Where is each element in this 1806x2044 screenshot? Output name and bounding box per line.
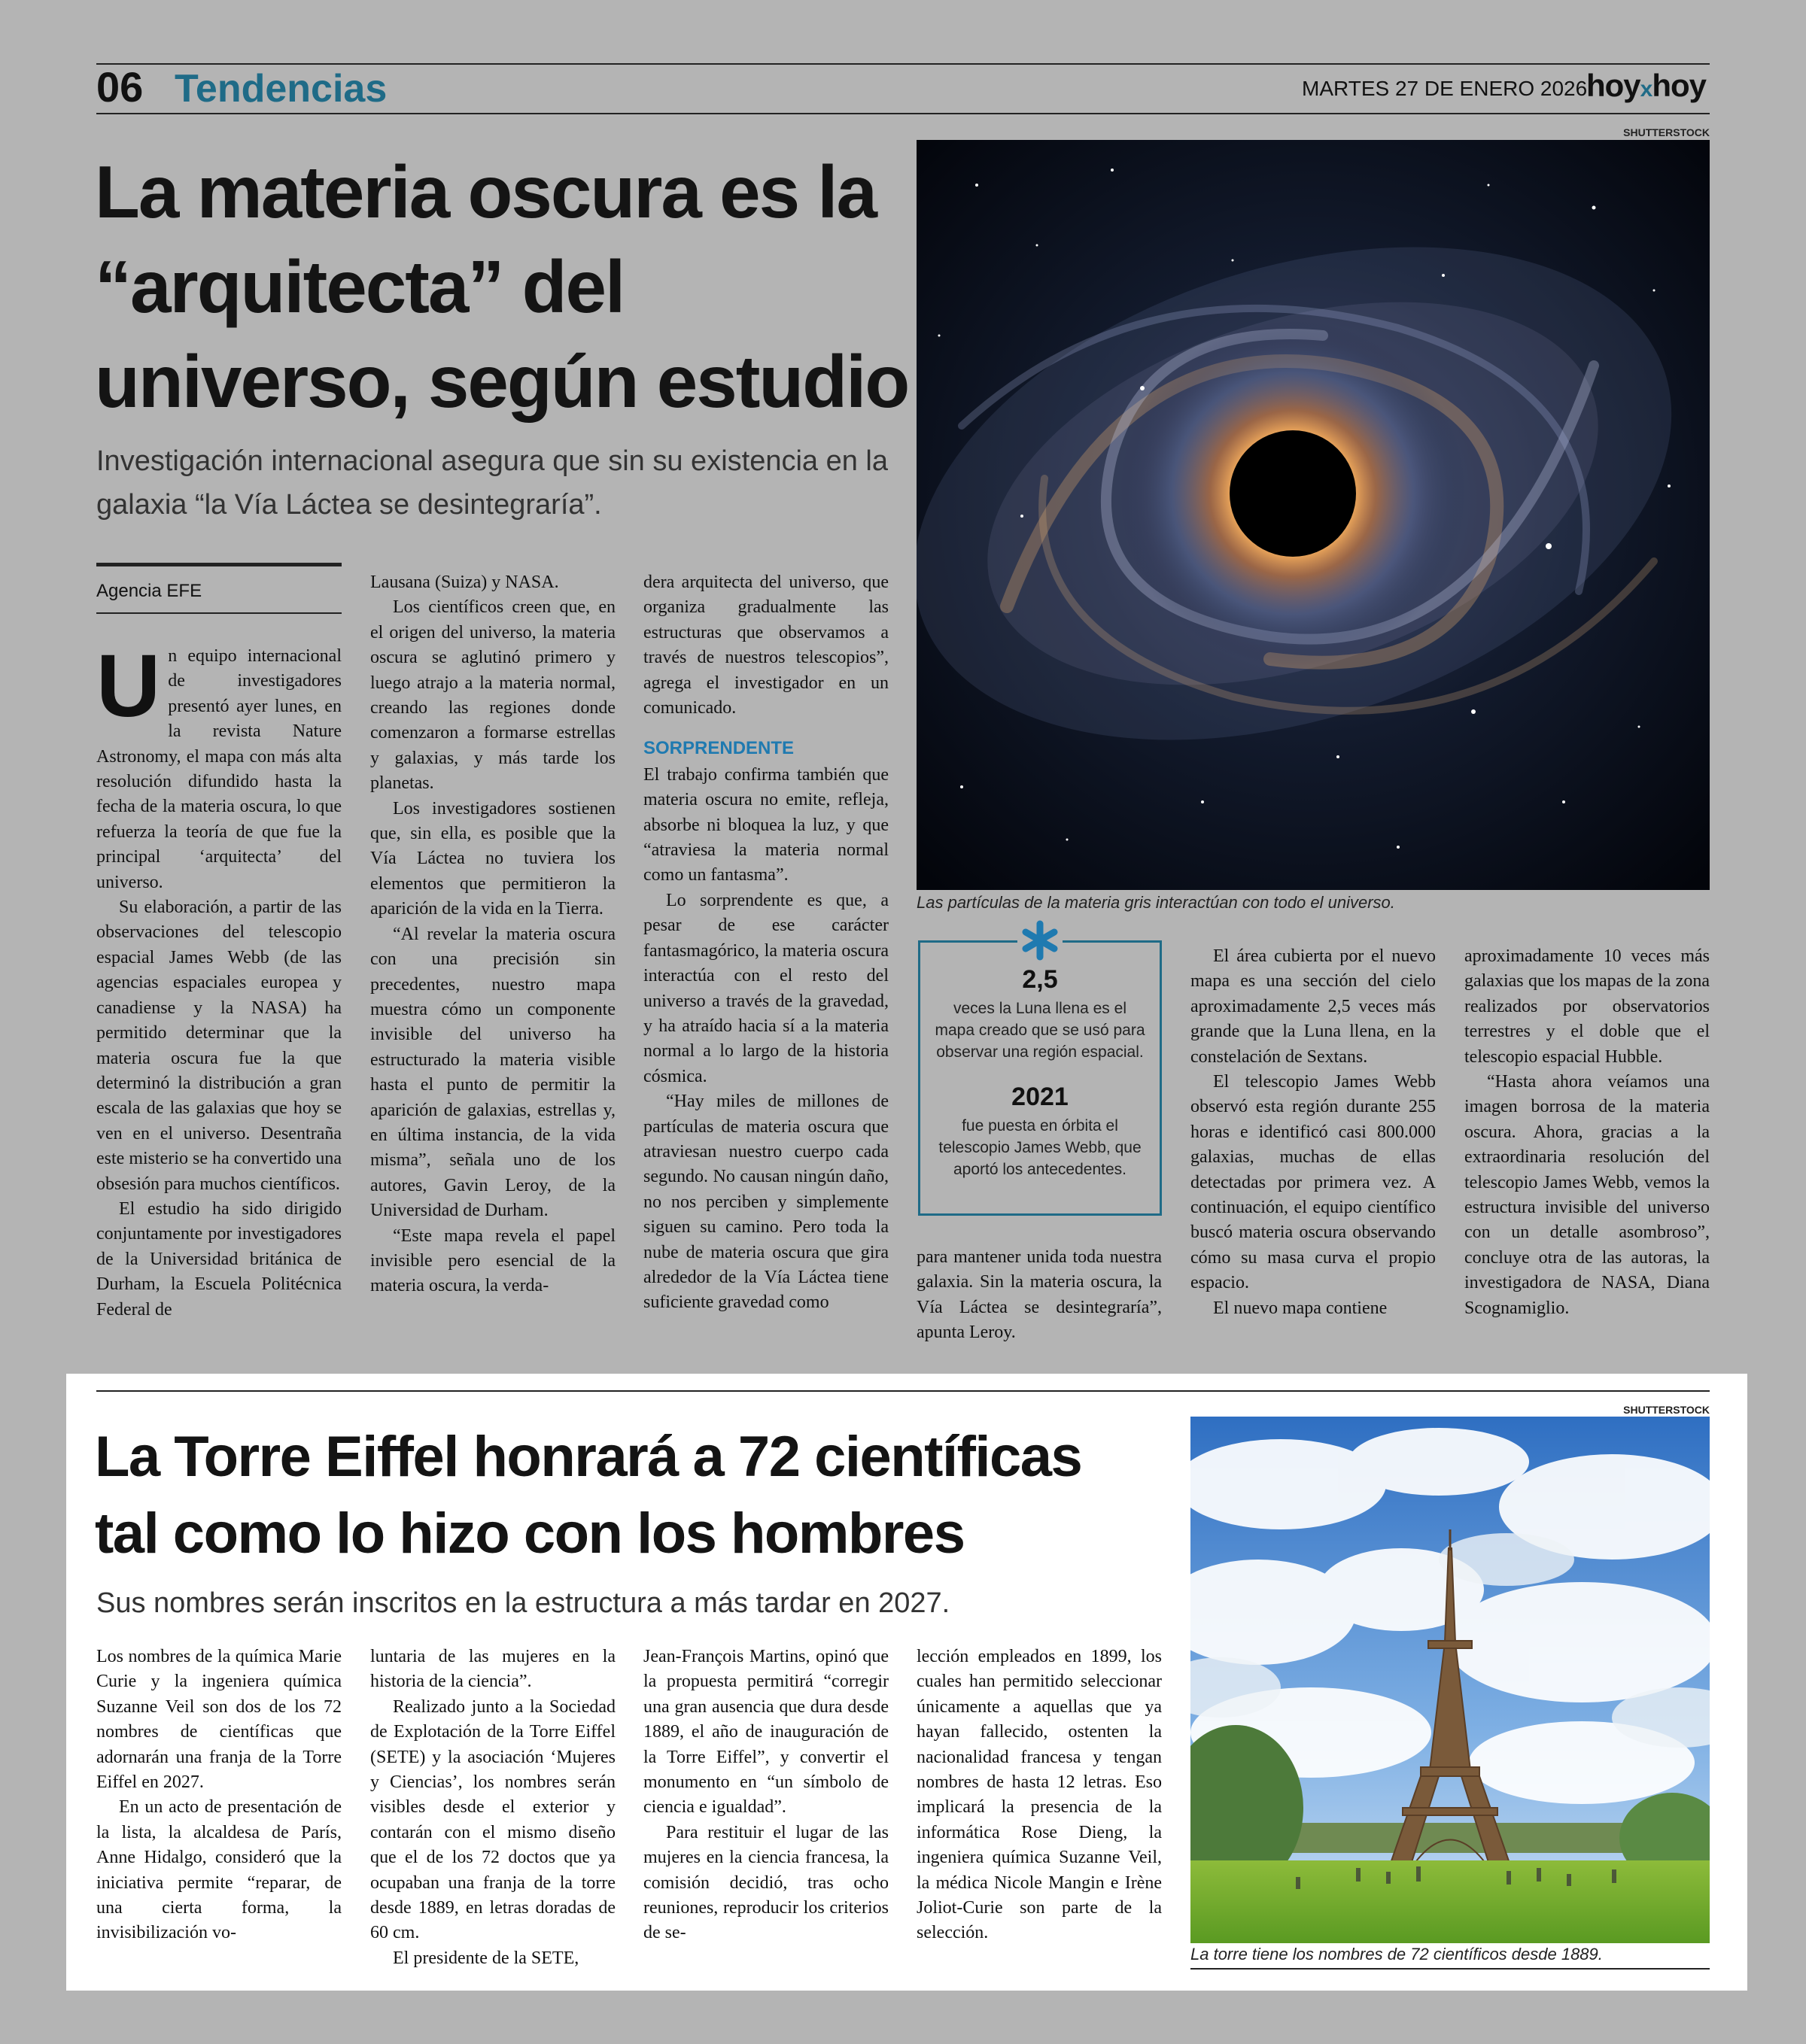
article2-headline-line2: tal como lo hizo con los hombres bbox=[95, 1502, 965, 1566]
article2-col1-para2: En un acto de presentación de la lista, la alcaldesa de París, Anne Hidalgo, consideró que la iniciativa permite “reparar, de una cierta forma, la invisibilización vo- bbox=[96, 1797, 342, 1943]
article2-col4-para1: lección empleados en 1899, los cuales han permitido seleccionar únicamente a aquellas que ya hayan fallecido, ostenten la nacionalidad francesa y tengan nombres de hasta 12 letras. Eso implicará la presencia de la informática Rose Dieng, la ingeniera química Suzanne Veil, la médica Nicole Mangin e Irène Joliot-Curie son parte de la selección. bbox=[917, 1647, 1162, 1943]
article1-dek bbox=[96, 439, 924, 527]
article1-col3-para1: dera arquitecta del universo, que organiza gradualmente las estructuras que observamos a través de nuestros telescopios”, agrega el investigador en un comunicado. bbox=[643, 573, 889, 718]
article2-col3-para2: Para restituir el lugar de las mujeres en la ciencia francesa, la comisión decidió, tras ocho reuniones, reproducir los criterios de se- bbox=[643, 1822, 889, 1943]
factbox-text-2: fue puesta en órbita el telescopio James Webb, que aportó los antecedentes. bbox=[938, 1117, 1142, 1178]
eiffel-tower-illustration bbox=[1190, 1417, 1710, 1943]
article2-caption-rule bbox=[1190, 1968, 1710, 1970]
article2-col2-para1: luntaria de las mujeres en la historia de la ciencia”. bbox=[370, 1647, 616, 1692]
black-hole-galaxy-image bbox=[917, 140, 1710, 890]
article1-col5-para2: El telescopio James Webb observó esta región durante 255 horas e identificó casi 800.000 galaxias, muchas de ellas detectadas por primera vez. A continuación, el equipo científico buscó materia oscura observando cómo su masa curva el propio espacio. bbox=[1190, 1072, 1436, 1293]
article2-headline-line1: La Torre Eiffel honrará a 72 científicas bbox=[95, 1425, 1082, 1489]
article1-col5-para1: El área cubierta por el nuevo mapa es una sección del cielo aproximadamente 2,5 veces más grande que la Luna llena, en la constelación de Sextans. bbox=[1190, 946, 1436, 1067]
page-number: 06 bbox=[96, 63, 144, 111]
article1-col2-para3: Los investigadores sostienen que, sin ella, es posible que la Vía Láctea no tuviera los elementos que permitieron la aparición de la vida en la Tierra. bbox=[370, 798, 616, 919]
article2-column-1 bbox=[96, 1645, 342, 1946]
asterisk-icon bbox=[1017, 919, 1063, 961]
article1-dropcap: U bbox=[96, 636, 161, 736]
article1-column-1 bbox=[96, 636, 342, 1323]
asterisk-icon-graphic bbox=[1017, 919, 1063, 961]
article2-top-rule bbox=[96, 1390, 1710, 1392]
article1-dek-line2: galaxia “la Vía Láctea se desintegraría”. bbox=[96, 489, 602, 521]
article1-col1-para2: Su elaboración, a partir de las observaciones del telescopio espacial James Webb (de las agencias espaciales europea y canadiense y la NASA) ha permitido determinar que la materia oscura fue la que determinó la distribución a gran escala de las galaxias que hoy se ven en el universo. Desentraña este misterio se ha convertido una obsesión para muchos científicos. bbox=[96, 897, 342, 1194]
byline-bottom-rule bbox=[96, 612, 342, 614]
article1-column-2 bbox=[370, 570, 616, 1299]
article2-column-4 bbox=[917, 1645, 1162, 1946]
article1-photo-caption: Las partículas de la materia gris interactúan con todo el universo. bbox=[917, 893, 1395, 912]
brand-logo-x: x bbox=[1640, 77, 1652, 102]
article2-photo-credit: SHUTTERSTOCK bbox=[1623, 1404, 1710, 1416]
byline-top-rule bbox=[96, 563, 342, 566]
brand-logo-right: hoy bbox=[1652, 68, 1707, 103]
article1-col2-para2: Los científicos creen que, en el origen del universo, la materia oscura se aglutinó primero y luego atrajo a la materia normal, creando las regiones donde comenzaron a formarse estrellas y galaxias, y más tarde los planetas. bbox=[370, 597, 616, 794]
article1-headline bbox=[95, 144, 938, 429]
article1-headline-line1: La materia oscura es la bbox=[95, 150, 877, 233]
brand-logo-left: hoy bbox=[1586, 68, 1640, 103]
article1-dek-line1: Investigación internacional asegura que sin su existencia en la bbox=[96, 445, 888, 477]
article1-subhead: SORPRENDENTE bbox=[643, 738, 795, 759]
article1-col3-para3: Lo sorprendente es que, a pesar de ese carácter fantasmagórico, la materia oscura interactúa con el resto del universo a través de la gravedad, y ha atraído hacia sí a la materia normal a lo largo de la historia cósmica. bbox=[643, 890, 889, 1086]
factbox bbox=[918, 940, 1162, 1216]
article1-column-5 bbox=[1190, 944, 1436, 1321]
article1-col1-para3: El estudio ha sido dirigido conjuntamente por investigadores de la Universidad británica de Durham, la Escuela Politécnica Federal de bbox=[96, 1198, 342, 1320]
article1-col3-para2: El trabajo confirma también que materia oscura no emite, refleja, absorbe ni bloquea la luz, y que “atraviesa la materia normal como un fantasma”. bbox=[643, 764, 889, 885]
article1-col3-para4: “Hay miles de millones de partículas de materia oscura que atraviesan nuestro cuerpo cada segundo. No causan ningún daño, no nos perciben y simplemente siguen su camino. Pero toda la nube de materia oscura que gira alrededor de la Vía Láctea tiene suficiente gravedad como bbox=[643, 1092, 889, 1313]
article1-col1-para1-text: n equipo internacional de investigadores presentó ayer lunes, en la revista Nature Astronomy, el mapa con más alta resolución difundido hasta la fecha de la materia oscura, lo que refuerza la teoría de que fue la principal ‘arquitecta’ del universo. bbox=[96, 646, 342, 892]
article2-column-2 bbox=[370, 1645, 616, 1971]
article2-column-3 bbox=[643, 1645, 889, 1946]
article2-photo-caption: La torre tiene los nombres de 72 científicos desde 1889. bbox=[1190, 1945, 1603, 1964]
article1-col6-para1: aproximadamente 10 veces más galaxias que los mapas de la zona realizados por observatorios terrestres y el doble que el telescopio espacial Hubble. bbox=[1464, 946, 1710, 1067]
article1-col6-para2: “Hasta ahora veíamos una imagen borrosa de la materia oscura. Ahora, gracias a la extraordinaria resolución del telescopio James Webb, vemos la estructura invisible del universo con un detalle asombroso”, concluye otra de las autoras, la investigadora de NASA, Diana Scognamiglio. bbox=[1464, 1072, 1710, 1318]
issue-date: MARTES 27 DE ENERO 2026 bbox=[1302, 77, 1588, 100]
header-top-rule bbox=[96, 63, 1710, 65]
article1-col4-para1: para mantener unida toda nuestra galaxia. Sin la materia oscura, la Vía Láctea se desintegraría”, apunta Leroy. bbox=[917, 1247, 1162, 1343]
article2-col2-para3: El presidente de la SETE, bbox=[393, 1948, 579, 1968]
galaxy-illustration bbox=[917, 140, 1710, 890]
factbox-stat-1: 2,5 bbox=[1022, 965, 1058, 994]
eiffel-tower-image bbox=[1190, 1417, 1710, 1943]
brand-logo bbox=[1586, 66, 1706, 109]
article1-column-3 bbox=[643, 570, 889, 1316]
article1-col2-para5: “Este mapa revela el papel invisible pero esencial de la materia oscura, la verda- bbox=[370, 1225, 616, 1296]
factbox-stat-2: 2021 bbox=[1011, 1083, 1069, 1111]
article1-col1-para1 bbox=[96, 636, 342, 895]
article1-column-6 bbox=[1464, 944, 1710, 1321]
article1-headline-line3: universo, según estudio bbox=[95, 340, 909, 423]
byline: Agencia EFE bbox=[96, 581, 202, 601]
article2-dek: Sus nombres serán inscritos en la estructura a más tardar en 2027. bbox=[96, 1587, 950, 1619]
section-title: Tendencias bbox=[175, 67, 388, 111]
article2-col3-para1: Jean-François Martins, opinó que la propuesta permitirá “corregir una gran ausencia que dura desde 1889, el año de inauguración de la Torre Eiffel”, y convertir el monumento en “un símbolo de ciencia e igualdad”. bbox=[643, 1647, 889, 1818]
article1-column-4-bottom bbox=[917, 1245, 1162, 1346]
article1-headline-line2: “arquitecta” del bbox=[95, 245, 625, 328]
article1-photo-credit: SHUTTERSTOCK bbox=[1623, 126, 1710, 138]
header-bottom-rule bbox=[96, 113, 1710, 114]
article1-col2-para4: “Al revelar la materia oscura con una precisión sin precedentes, nuestro mapa muestra cómo un componente invisible del universo ha estructurado la materia visible hasta el punto de permitir la aparición de galaxias, estrellas y, en última instancia, de la vida misma”, señala uno de los autores, Gavin Leroy, de la Universidad de Durham. bbox=[370, 924, 616, 1221]
article2-col1-para1: Los nombres de la química Marie Curie y la ingeniera química Suzanne Veil son dos de los 72 nombres de científicas que adornarán una franja de la Torre Eiffel en 2027. bbox=[96, 1647, 342, 1793]
article1-col2-para1: Lausana (Suiza) y NASA. bbox=[370, 573, 559, 592]
article2-col2-para2: Realizado junto a la Sociedad de Explotación de la Torre Eiffel (SETE) y la asociación ‘Mujeres y Ciencias’, los nombres serán visibles desde el exterior y contarán con el mismo diseño que el de los 72 doctos que ya ocupaban una franja de la torre desde 1889, en letras doradas de 60 cm. bbox=[370, 1696, 616, 1943]
article2-headline bbox=[95, 1419, 1163, 1572]
factbox-text-1: veces la Luna llena es el mapa creado que se usó para observar una región espacial. bbox=[935, 1000, 1145, 1061]
article1-col5-para3: El nuevo mapa contiene bbox=[1213, 1298, 1388, 1318]
